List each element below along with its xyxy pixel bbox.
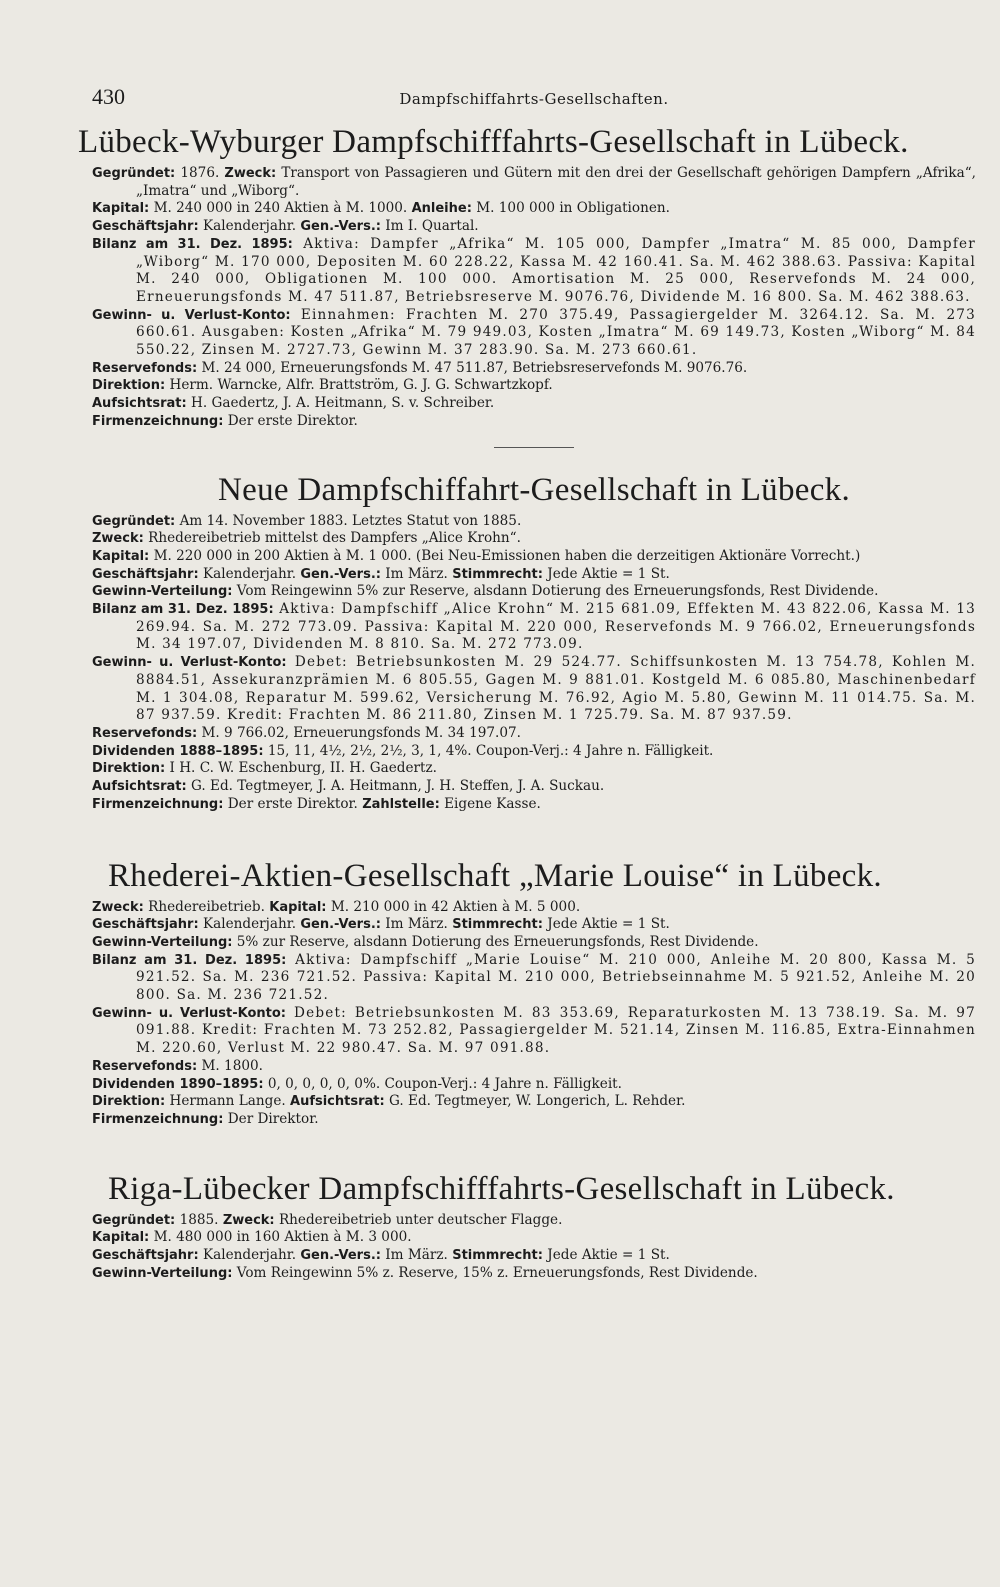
- entry-label: Kapital:: [269, 899, 327, 915]
- company-section-neue-dampfschiffahrt: [92, 472, 976, 814]
- entry-text: H. Gaedertz, J. A. Heitmann, S. v. Schreiber.: [186, 395, 495, 412]
- entry-text: 0, 0, 0, 0, 0, 0%. Coupon-Verj.: 4 Jahre n. Fälligkeit.: [263, 1075, 622, 1092]
- entry-text: 15, 11, 4½, 2½, 2½, 3, 1, 4%. Coupon-Verj.: 4 Jahre n. Fälligkeit.: [263, 742, 714, 759]
- entry-label: Firmenzeichnung:: [92, 796, 224, 812]
- entry-text: M. 100 000 in Obligationen.: [471, 200, 670, 217]
- entry-label: Geschäftsjahr:: [92, 1248, 199, 1264]
- entry-signature: [92, 1111, 976, 1129]
- entry-label: Reservefonds:: [92, 725, 198, 741]
- company-title: Lübeck-Wyburger Dampfschifffahrts-Gesellschaft in Lübeck.: [78, 124, 909, 160]
- entry-label: Kapital:: [92, 201, 150, 217]
- section-spacer: [92, 1129, 976, 1171]
- entry-text: Aktiva: Dampfer „Afrika“ M. 105 000, Dampfer „Imatra“ M. 85 000, Dampfer „Wiborg“ M. 170 000, Depositen M. 60 228.22, Kassa M. 42 160.41. Sa. M. 462 388.63. Passiva: Kapital M. 240 000, Obligationen M. 100 000. Amortisation M. 25 000, Reservefonds M. 24 000, Erneuerungsfonds M. 47 511.87, Betriebsreserve M. 9076.76, Dividende M. 16 800. Sa. M. 462 388.63.: [136, 235, 976, 305]
- entry-label: Direktion:: [92, 1094, 166, 1110]
- entry-founded-purpose: [92, 1212, 976, 1230]
- company-title: Rhederei-Aktien-Gesellschaft „Marie Louise“ in Lübeck.: [108, 857, 882, 894]
- section-divider: [494, 447, 574, 448]
- entry-text: Vom Reingewinn 5% z. Reserve, 15% z. Erneuerungsfonds, Rest Dividende.: [232, 1264, 758, 1281]
- entry-supervisory-board: [92, 778, 976, 796]
- entry-text: Rhedereibetrieb.: [143, 898, 270, 915]
- entry-text: Aktiva: Dampfschiff „Marie Louise“ M. 210 000, Anleihe M. 20 800, Kassa M. 5 921.52. Sa. M. 236 721.52. Passiva: Kapital M. 210 000, Betriebseinnahme M. 5 921.52, Anleihe M. 20 800. Sa. M. 236 721.52.: [136, 951, 977, 1004]
- entry-text: M. 9 766.02, Erneuerungsfonds M. 34 197.07.: [197, 724, 521, 741]
- entry-text: Kalenderjahr.: [198, 916, 301, 933]
- entry-text: Der erste Direktor.: [223, 412, 358, 429]
- company-section-luebeck-wyburger: [78, 124, 976, 431]
- entry-signature: [92, 796, 976, 814]
- entry-text: Herm. Warncke, Alfr. Brattström, G. J. G. Schwartzkopf.: [165, 377, 553, 394]
- entry-text: Einnahmen: Frachten M. 270 375.49, Passagiergelder M. 3264.12. Sa. M. 273 660.61. Ausgaben: Kosten „Afrika“ M. 79 949.03, Kosten „Imatra“ M. 69 149.73, Kosten „Wiborg“ M. 84 550.22, Zinsen M. 2727.73, Gewinn M. 37 283.90. Sa. M. 273 660.61.: [136, 306, 976, 359]
- entry-fiscal-year: [92, 916, 976, 934]
- entry-text: M. 24 000, Erneuerungsfonds M. 47 511.87, Betriebsreservefonds M. 9076.76.: [197, 359, 748, 376]
- entry-supervisory-board: [92, 395, 976, 413]
- entry-label: Gegründet:: [92, 1212, 176, 1228]
- entry-reserve-fund: [92, 1058, 976, 1076]
- entry-fiscal-year: [92, 218, 976, 236]
- entry-balance-sheet: [92, 952, 976, 1005]
- entry-label: Reservefonds:: [92, 360, 198, 376]
- entry-label: Aufsichtsrat:: [92, 396, 187, 412]
- entry-text: Rhedereibetrieb unter deutscher Flagge.: [274, 1211, 563, 1228]
- entry-label: Firmenzeichnung:: [92, 1111, 224, 1127]
- entry-label: Geschäftsjahr:: [92, 566, 199, 582]
- entry-label: Kapital:: [92, 1230, 150, 1246]
- entry-text: Transport von Passagieren und Gütern mit den drei der Gesellschaft gehörigen Dampfern „Afrika“, „Imatra“ und „Wiborg“.: [136, 165, 976, 199]
- entry-label: Gewinn- u. Verlust-Konto:: [92, 1005, 287, 1021]
- entry-purpose: [92, 530, 976, 548]
- entry-text: Eigene Kasse.: [439, 795, 541, 812]
- entry-text: M. 1800.: [197, 1057, 263, 1074]
- entry-profit-distribution: [92, 583, 976, 601]
- entry-label: Anleihe:: [411, 201, 472, 217]
- section-spacer: [92, 814, 976, 858]
- entry-label: Aufsichtsrat:: [290, 1094, 385, 1110]
- entry-profit-loss: [92, 1005, 976, 1058]
- entry-label: Dividenden 1888–1895:: [92, 743, 264, 759]
- entry-label: Gen.-Vers.:: [300, 566, 381, 582]
- entry-label: Direktion:: [92, 761, 166, 777]
- entry-text: Debet: Betriebsunkosten M. 29 524.77. Schiffsunkosten M. 13 754.78, Kohlen M. 8884.51, Assekuranzprämien M. 6 805.55, Gagen M. 9 881.01. Kostgeld M. 6 085.80, Maschinenbedarf M. 1 304.08, Reparatur M. 599.62, Versicherung M. 76.92, Agio M. 5.80, Gewinn M. 11 014.75. Sa. M. 87 937.59. Kredit: Frachten M. 86 211.80, Zinsen M. 1 725.79. Sa. M. 87 937.59.: [136, 654, 976, 724]
- entry-text: Jede Aktie = 1 St.: [542, 916, 670, 933]
- entry-profit-loss: [92, 307, 976, 360]
- entry-capital: [92, 1229, 976, 1247]
- entry-label: Geschäftsjahr:: [92, 219, 199, 235]
- company-section-riga-luebecker: [92, 1171, 976, 1283]
- entry-profit-loss: [92, 654, 976, 725]
- company-title: Riga-Lübecker Dampfschifffahrts-Gesellschaft in Lübeck.: [108, 1170, 895, 1207]
- entry-text: Rhedereibetrieb mittelst des Dampfers „Alice Krohn“.: [143, 530, 521, 547]
- entry-text: 1885.: [175, 1211, 223, 1228]
- entry-capital: [92, 200, 976, 218]
- entry-balance-sheet: [92, 236, 976, 307]
- entry-text: Im März.: [380, 565, 453, 582]
- entry-label: Gen.-Vers.:: [300, 1248, 381, 1264]
- entry-label: Zweck:: [92, 899, 144, 915]
- entry-fiscal-year: [92, 566, 976, 584]
- entry-text: Aktiva: Dampfschiff „Alice Krohn“ M. 215 681.09, Effekten M. 43 822.06, Kassa M. 13 269.94. Sa. M. 272 773.09. Passiva: Kapital M. 220 000, Reservefonds M. 9 766.02, Erneuerungsfonds M. 34 197.07, Dividenden M. 8 810. Sa. M. 272 773.09.: [136, 601, 977, 653]
- entry-founded-purpose: [92, 165, 976, 200]
- entry-purpose-capital: [92, 899, 976, 917]
- entry-text: Der erste Direktor.: [223, 795, 363, 812]
- entry-text: M. 220 000 in 200 Aktien à M. 1 000. (Bei Neu-Emissionen haben die derzeitigen Aktionäre Vorrecht.): [149, 547, 861, 564]
- entry-directors: [92, 760, 976, 778]
- entry-text: M. 240 000 in 240 Aktien à M. 1000.: [149, 200, 412, 217]
- entry-signature: [92, 413, 976, 431]
- entry-label: Gewinn- u. Verlust-Konto:: [92, 655, 287, 671]
- entry-text: Kalenderjahr.: [198, 1247, 301, 1264]
- entry-label: Gewinn-Verteilung:: [92, 1265, 233, 1281]
- entry-text: 5% zur Reserve, alsdann Dotierung des Erneuerungsfonds, Rest Dividende.: [232, 933, 759, 950]
- entry-label: Gewinn-Verteilung:: [92, 584, 233, 600]
- entry-reserve-fund: [92, 725, 976, 743]
- entry-label: Bilanz am 31. Dez. 1895:: [92, 952, 287, 968]
- entry-label: Zweck:: [92, 531, 144, 547]
- entry-label: Stimmrecht:: [452, 1248, 543, 1264]
- entry-text: Jede Aktie = 1 St.: [542, 565, 670, 582]
- entry-label: Gen.-Vers.:: [300, 219, 381, 235]
- entry-dividends: [92, 1076, 976, 1094]
- entry-fiscal-year: [92, 1247, 976, 1265]
- entry-label: Kapital:: [92, 548, 150, 564]
- entry-label: Zweck:: [224, 166, 277, 181]
- entry-label: Geschäftsjahr:: [92, 917, 199, 933]
- company-section-marie-louise: [92, 858, 976, 1129]
- entry-label: Zweck:: [222, 1212, 275, 1228]
- entry-label: Firmenzeichnung:: [92, 413, 224, 429]
- entry-capital: [92, 548, 976, 566]
- running-head: Dampfschiffahrts-Gesellschaften.: [399, 90, 669, 108]
- company-title: Neue Dampfschiffahrt-Gesellschaft in Lübeck.: [217, 471, 850, 508]
- entry-label: Reservefonds:: [92, 1058, 198, 1074]
- entry-text: Kalenderjahr.: [198, 565, 301, 582]
- entry-label: Gegründet:: [92, 166, 176, 181]
- entry-text: Im I. Quartal.: [380, 218, 479, 235]
- entry-reserve-fund: [92, 360, 976, 378]
- entry-text: 1876.: [175, 165, 225, 181]
- entry-label: Bilanz am 31. Dez. 1895:: [92, 602, 274, 618]
- entry-text: G. Ed. Tegtmeyer, W. Longerich, L. Rehder.: [384, 1093, 686, 1110]
- entry-directors: [92, 377, 976, 395]
- entry-dividends: [92, 743, 976, 761]
- entry-profit-distribution: [92, 934, 976, 952]
- entry-label: Gegründet:: [92, 513, 176, 529]
- entry-label: Zahlstelle:: [362, 796, 440, 812]
- entry-text: Jede Aktie = 1 St.: [542, 1247, 670, 1264]
- entry-text: Im März.: [380, 916, 453, 933]
- entry-label: Stimmrecht:: [452, 917, 543, 933]
- entry-directors: [92, 1093, 976, 1111]
- entry-profit-distribution: [92, 1265, 976, 1283]
- entry-label: Stimmrecht:: [452, 566, 543, 582]
- entry-text: Der Direktor.: [223, 1110, 319, 1127]
- entry-text: M. 210 000 in 42 Aktien à M. 5 000.: [326, 898, 581, 915]
- entry-founded: [92, 513, 976, 531]
- entry-text: M. 480 000 in 160 Aktien à M. 3 000.: [149, 1229, 412, 1246]
- entry-text: Vom Reingewinn 5% zur Reserve, alsdann Dotierung des Erneuerungsfonds, Rest Dividende.: [232, 583, 879, 600]
- entry-label: Gen.-Vers.:: [300, 917, 381, 933]
- entry-balance-sheet: [92, 601, 976, 654]
- entry-label: Bilanz am 31. Dez. 1895:: [92, 236, 293, 252]
- entry-label: Dividenden 1890–1895:: [92, 1076, 264, 1092]
- entry-label: Aufsichtsrat:: [92, 779, 187, 795]
- entry-text: I H. C. W. Eschenburg, II. H. Gaedertz.: [165, 760, 437, 777]
- entry-label: Gewinn- u. Verlust-Konto:: [92, 307, 291, 323]
- entry-text: Im März.: [380, 1247, 453, 1264]
- page-number: 430: [92, 84, 125, 109]
- entry-text: Debet: Betriebsunkosten M. 83 353.69, Reparaturkosten M. 13 738.19. Sa. M. 97 091.88. Kredit: Frachten M. 73 252.82, Passagiergelder M. 521.14, Zinsen M. 116.85, Extra-Einnahmen M. 220.60, Verlust M. 22 980.47. Sa. M. 97 091.88.: [136, 1004, 976, 1057]
- entry-label: Gewinn-Verteilung:: [92, 934, 233, 950]
- entry-text: G. Ed. Tegtmeyer, J. A. Heitmann, J. H. Steffen, J. A. Suckau.: [186, 778, 605, 795]
- entry-text: Am 14. November 1883. Letztes Statut von 1885.: [175, 512, 522, 529]
- entry-label: Direktion:: [92, 378, 166, 394]
- entry-text: Hermann Lange.: [165, 1093, 291, 1110]
- page-header: [92, 84, 976, 110]
- entry-text: Kalenderjahr.: [198, 218, 301, 235]
